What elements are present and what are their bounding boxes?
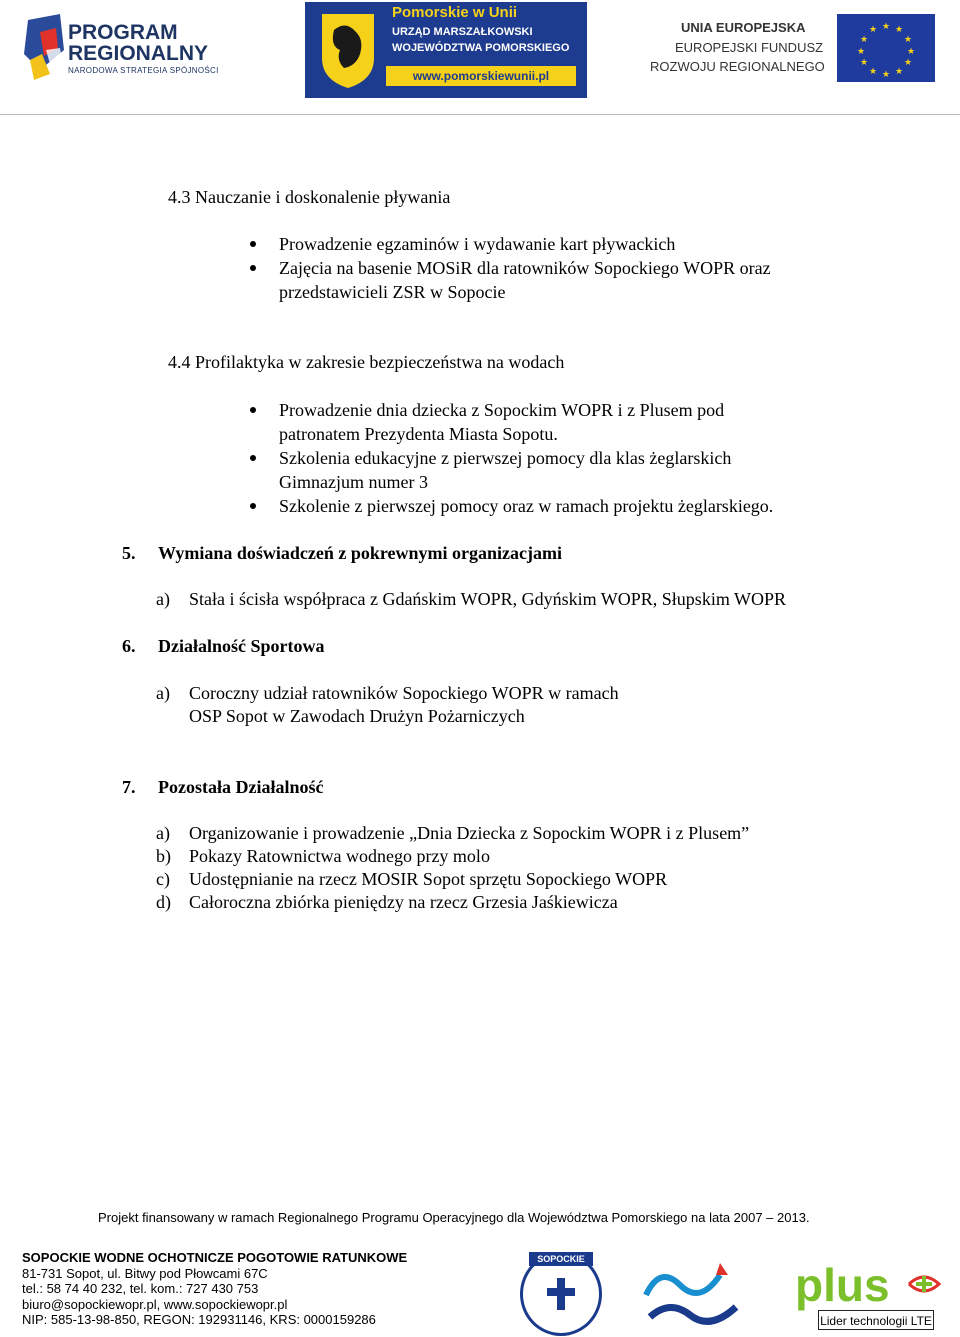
bullet bbox=[250, 265, 256, 271]
section-6-number: 6. bbox=[122, 636, 136, 656]
cross-icon bbox=[547, 1278, 575, 1310]
svg-text:★: ★ bbox=[906, 47, 916, 57]
list-item: Stała i ścisła współpraca z Gdańskim WOPR, Gdyńskim WOPR, Słupskim WOPR bbox=[189, 589, 786, 609]
pomorskie-line-1: URZĄD MARSZAŁKOWSKI bbox=[392, 26, 533, 38]
svg-text:★: ★ bbox=[859, 35, 869, 45]
list-item-continued: OSP Sopot w Zawodach Drużyn Pożarniczych bbox=[189, 706, 525, 726]
eu-fund-line-1: EUROPEJSKI FUNDUSZ bbox=[675, 40, 824, 55]
bullet bbox=[250, 455, 256, 461]
item-label: a) bbox=[156, 589, 170, 609]
pomorskie-url[interactable]: www.pomorskiewunii.pl bbox=[386, 66, 576, 86]
svg-text:★: ★ bbox=[881, 22, 891, 32]
plus-sign-icon bbox=[905, 1268, 943, 1300]
bullet bbox=[250, 407, 256, 413]
svg-text:★: ★ bbox=[894, 25, 904, 35]
plus-lte-tagline: Lider technologii LTE bbox=[818, 1310, 934, 1330]
org-name: SOPOCKIE WODNE OCHOTNICZE POGOTOWIE RATUNKOWE bbox=[22, 1250, 408, 1265]
org-web[interactable]: biuro@sopockiewopr.pl, www.sopockiewopr.pl bbox=[22, 1297, 288, 1312]
section-6-heading: Działalność Sportowa bbox=[158, 636, 325, 656]
svg-text:★: ★ bbox=[903, 35, 913, 45]
pomorskie-line-2: WOJEWÓDZTWA POMORSKIEGO bbox=[392, 42, 570, 54]
list-item: Udostępnianie na rzecz MOSIR Sopot sprzętu Sopockiego WOPR bbox=[189, 869, 668, 889]
section-7-number: 7. bbox=[122, 777, 136, 797]
bullet bbox=[250, 241, 256, 247]
wopr-badge-banner: SOPOCKIE bbox=[529, 1252, 593, 1266]
section-5-number: 5. bbox=[122, 543, 136, 563]
section-5-heading: Wymiana doświadczeń z pokrewnymi organizacjami bbox=[158, 543, 562, 563]
list-item: Zajęcia na basenie MOSiR dla ratowników Sopockiego WOPR oraz bbox=[279, 258, 771, 278]
item-label: d) bbox=[156, 892, 171, 912]
eu-flag-icon bbox=[837, 14, 935, 82]
svg-text:★: ★ bbox=[868, 25, 878, 35]
svg-text:★: ★ bbox=[856, 47, 866, 57]
sopot-logo bbox=[640, 1255, 760, 1335]
section-4-4-heading: 4.4 Profilaktyka w zakresie bezpieczeństwa na wodach bbox=[168, 352, 565, 372]
svg-text:★: ★ bbox=[868, 67, 878, 77]
list-item: Organizowanie i prowadzenie „Dnia Dziecka z Sopockim WOPR i z Plusem” bbox=[189, 823, 750, 843]
item-label: a) bbox=[156, 683, 170, 703]
section-4-3-heading: 4.3 Nauczanie i doskonalenie pływania bbox=[168, 187, 451, 207]
list-item: Szkolenie z pierwszej pomocy oraz w ramach projektu żeglarskiego. bbox=[279, 496, 774, 516]
header-divider bbox=[0, 114, 960, 115]
eu-fund-line-2: ROZWOJU REGIONALNEGO bbox=[650, 59, 825, 74]
griffin-emblem-icon bbox=[316, 10, 380, 90]
list-item: Szkolenia edukacyjne z pierwszej pomocy dla klas żeglarskich bbox=[279, 448, 732, 468]
pomorskie-title: Pomorskie w Unii bbox=[392, 4, 518, 21]
section-7-heading: Pozostała Działalność bbox=[158, 777, 324, 797]
list-item: Prowadzenie egzaminów i wydawanie kart pływackich bbox=[279, 234, 676, 254]
org-phone: tel.: 58 74 40 232, tel. kom.: 727 430 753 bbox=[22, 1281, 259, 1296]
program-title: PROGRAM REGIONALNY bbox=[68, 21, 209, 65]
svg-text:★: ★ bbox=[859, 58, 869, 68]
list-item: Coroczny udział ratowników Sopockiego WOPR w ramach bbox=[189, 683, 619, 703]
program-subtitle: NARODOWA STRATEGIA SPÓJNOŚCI bbox=[68, 66, 219, 75]
list-item-continued: Gimnazjum numer 3 bbox=[279, 472, 428, 492]
org-ids: NIP: 585-13-98-850, REGON: 192931146, KRS: 0000159286 bbox=[22, 1312, 376, 1327]
item-label: b) bbox=[156, 846, 171, 866]
project-funding-note: Projekt finansowany w ramach Regionalnego Programu Operacyjnego dla Województwa Pomorskiego na lata 2007 – 2013. bbox=[98, 1210, 810, 1225]
svg-text:★: ★ bbox=[903, 58, 913, 68]
bullet bbox=[250, 503, 256, 509]
svg-text:★: ★ bbox=[894, 67, 904, 77]
list-item-continued: przedstawicieli ZSR w Sopocie bbox=[279, 282, 506, 302]
list-item: Prowadzenie dnia dziecka z Sopockim WOPR i z Plusem pod bbox=[279, 400, 725, 420]
org-address: 81-731 Sopot, ul. Bitwy pod Płowcami 67C bbox=[22, 1266, 268, 1281]
plus-logo: plus bbox=[795, 1259, 890, 1311]
svg-text:★: ★ bbox=[881, 70, 891, 80]
item-label: a) bbox=[156, 823, 170, 843]
list-item: Całoroczna zbiórka pieniędzy na rzecz Grzesia Jaśkiewicza bbox=[189, 892, 618, 912]
list-item-continued: patronatem Prezydenta Miasta Sopotu. bbox=[279, 424, 558, 444]
item-label: c) bbox=[156, 869, 170, 889]
eu-title: UNIA EUROPEJSKA bbox=[681, 20, 806, 35]
list-item: Pokazy Ratownictwa wodnego przy molo bbox=[189, 846, 490, 866]
